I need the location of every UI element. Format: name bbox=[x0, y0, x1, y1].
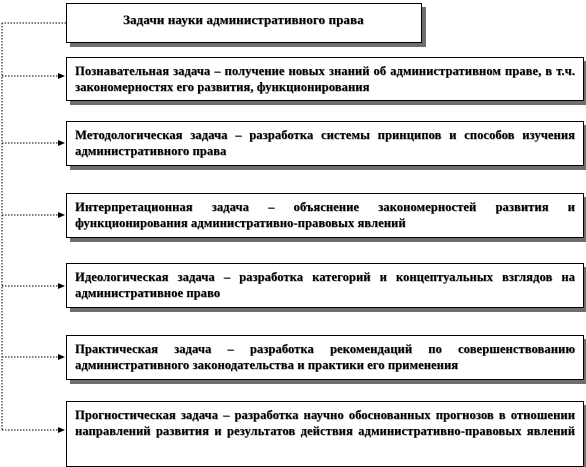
task-text: Методологическая задача – разработка системы принципов и способов изучения административного права bbox=[75, 128, 575, 158]
task-box-practical bbox=[66, 335, 584, 380]
task-box-methodological bbox=[66, 121, 584, 166]
task-box-ideological bbox=[66, 263, 584, 308]
task-text: Прогностическая задача – разработка научно обоснованных прогнозов в отношении направлений развития и результатов действия административно-правовых явлений bbox=[75, 408, 575, 438]
task-text: Идеологическая задача – разработка категорий и концептуальных взглядов на административное право bbox=[75, 270, 575, 300]
task-text: Практическая задача – разработка рекомендаций по совершенствованию административного законодательства и практики его применения bbox=[75, 342, 575, 372]
task-box-prognostic bbox=[66, 401, 584, 467]
task-box-cognitive bbox=[66, 57, 584, 101]
task-text: Познавательная задача – получение новых знаний об административном праве, в т.ч. закономерностях его развития, функционирования bbox=[75, 64, 575, 94]
task-box-interpretational bbox=[66, 193, 584, 238]
diagram-title-box bbox=[66, 3, 422, 43]
task-text: Интерпретационная задача – объяснение закономерностей развития и функционирования административно-правовых явлений bbox=[75, 200, 575, 230]
diagram-title: Задачи науки административного права bbox=[123, 12, 364, 27]
